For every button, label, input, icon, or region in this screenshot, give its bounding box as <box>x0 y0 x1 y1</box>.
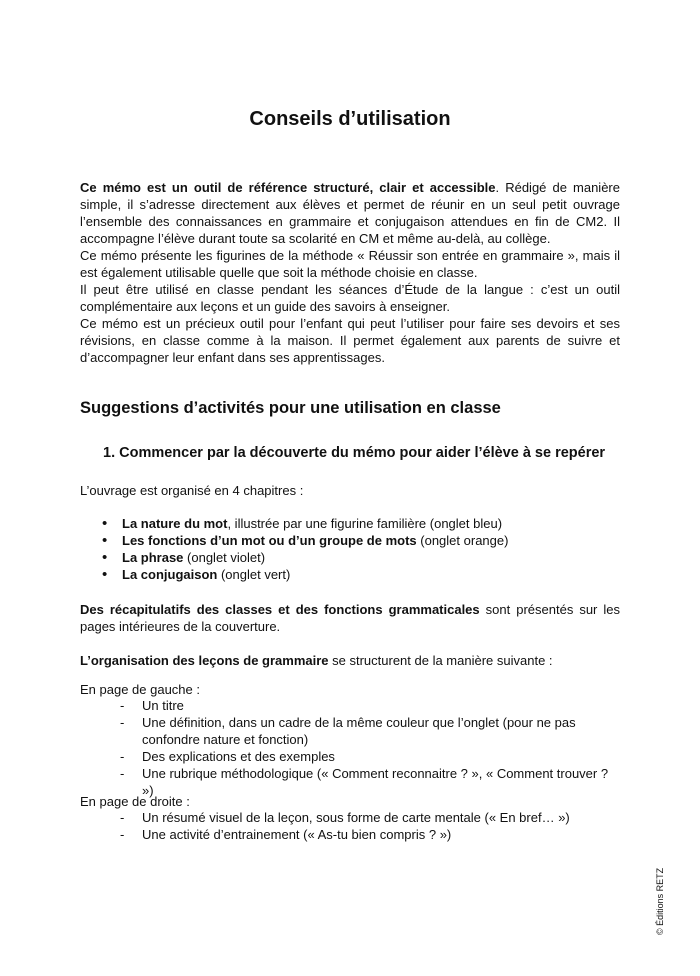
list-item: - Une activité d’entrainement (« As-tu bien compris ? ») <box>80 826 620 843</box>
intro <box>80 179 620 366</box>
list-item: - Un titre <box>80 697 620 714</box>
list-item: • La conjugaison (onglet vert) <box>80 566 620 583</box>
right-page-label: En page de droite : <box>80 794 190 809</box>
intro-paragraph: Ce mémo présente les figurines de la méthode « Réussir son entrée en grammaire », mais il est également utilisable quelle que soit la méthode choisie en classe. <box>80 248 620 280</box>
right-page-list <box>80 809 620 843</box>
intro-paragraph <box>80 179 620 247</box>
section-heading: Suggestions d’activités pour une utilisation en classe <box>80 399 501 417</box>
intro-paragraph: Ce mémo est un précieux outil pour l’enfant qui peut l’utiliser pour faire ses devoirs et ses révisions, en classe comme à la maison. Il permet également aux parents de suivre et d’accompagner leur enfant dans ses apprentissages. <box>80 316 620 365</box>
page-title: Conseils d’utilisation <box>249 108 451 130</box>
list-item: - Un résumé visuel de la leçon, sous forme de carte mentale (« En bref… ») <box>80 809 620 826</box>
organisation-paragraph: L’organisation des leçons de grammaire se structurent de la manière suivante : <box>80 653 553 668</box>
list-item: • Les fonctions d’un mot ou d’un groupe de mots (onglet orange) <box>80 532 620 549</box>
list-item: • La phrase (onglet violet) <box>80 549 620 566</box>
list-item: - Une rubrique méthodologique (« Comment reconnaitre ? », « Comment trouver ? ») <box>80 765 620 799</box>
intro-bold: Ce mémo est un outil de référence structuré, clair et accessible <box>80 180 496 195</box>
intro-text: . Rédigé de manière simple, il s’adresse directement aux élèves et permet de réunir en un seul petit ouvrage l’ensemble des connaissances en grammaire et conjugaison attendues en fin de CM2. Il accompagne l’élève durant toute sa scolarité en CM et même au-delà, au collège. <box>80 180 620 246</box>
chapters-intro: L’ouvrage est organisé en 4 chapitres : <box>80 483 304 498</box>
step-heading: 1. Commencer par la découverte du mémo pour aider l’élève à se repérer <box>103 445 606 461</box>
left-page-label: En page de gauche : <box>80 682 200 697</box>
list-item: • La nature du mot, illustrée par une figurine familière (onglet bleu) <box>80 515 620 532</box>
list-item: - Une définition, dans un cadre de la même couleur que l’onglet (pour ne pas confondre nature et fonction) <box>80 714 620 748</box>
list-item: - Des explications et des exemples <box>80 748 620 765</box>
intro-paragraph: Il peut être utilisé en classe pendant les séances d’Étude de la langue : c’est un outil complémentaire aux leçons et un guide des savoirs à enseigner. <box>80 282 620 314</box>
recap-paragraph: Des récapitulatifs des classes et des fonctions grammaticales sont présentés sur les pages intérieures de la couverture. <box>80 602 620 634</box>
chapter-list <box>80 515 620 583</box>
copyright: © Éditions RETZ <box>655 867 665 935</box>
left-page-list <box>80 697 620 799</box>
